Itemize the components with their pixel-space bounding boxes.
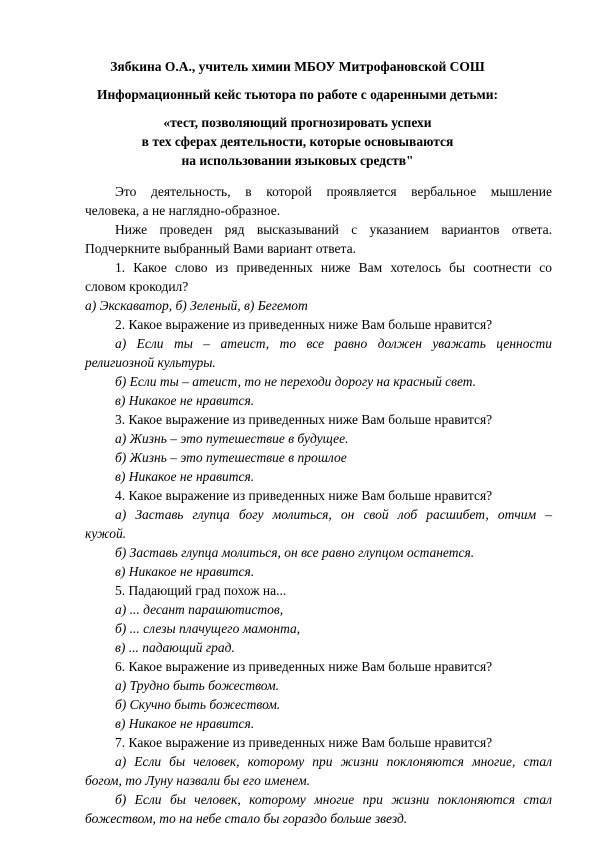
- question-6-option-c: в) Никакое не нравится.: [115, 716, 255, 731]
- question-5-option-a: а) ... десант парашютистов,: [115, 602, 284, 617]
- question-6-option-a: а) Трудно быть божеством.: [115, 678, 280, 693]
- question-3: 3. Какое выражение из приведенных ниже Вам больше нравится?: [115, 412, 493, 427]
- subtitle-line-3: на использовании языковых средств": [181, 153, 414, 168]
- intro-paragraph-2-line-2: Подчеркните выбранный Вами вариант ответа.: [85, 241, 356, 256]
- question-2-option-a-line-2: религиозной культуры.: [85, 355, 216, 370]
- question-7-option-a-line-2: богом, то Луну назвали бы его именем.: [85, 773, 310, 788]
- question-6-option-b: б) Скучно быть божеством.: [115, 697, 281, 712]
- subtitle-line-1: «тест, позволяющий прогнозировать успехи: [163, 115, 432, 130]
- question-3-option-a: а) Жизнь – это путешествие в будущее.: [115, 431, 349, 446]
- question-6: 6. Какое выражение из приведенных ниже Вам больше нравится?: [115, 659, 493, 674]
- subtitle-line-2: в тех сферах деятельности, которые основываются: [141, 134, 454, 149]
- question-4-option-c: в) Никакое не нравится.: [115, 564, 255, 579]
- question-2: 2. Какое выражение из приведенных ниже Вам больше нравится?: [115, 317, 493, 332]
- question-3-option-b: б) Жизнь – это путешествие в прошлое: [115, 450, 347, 465]
- question-4-option-a-line-2: кужой.: [85, 526, 127, 541]
- question-4-option-a-line-1: а) Заставь глупца богу молиться, он свой лоб расшибет, отчим –: [115, 507, 552, 522]
- question-3-option-c: в) Никакое не нравится.: [115, 469, 255, 484]
- question-2-option-c: в) Никакое не нравится.: [115, 393, 255, 408]
- question-5: 5. Падающий град похож на...: [115, 583, 287, 598]
- intro-paragraph-1-line-2: человека, а не наглядно-образное.: [85, 203, 281, 218]
- question-5-option-b: б) ... слезы плачущего мамонта,: [115, 621, 301, 636]
- question-2-option-b: б) Если ты – атеист, то не переходи дорогу на красный свет.: [115, 374, 477, 389]
- question-4: 4. Какое выражение из приведенных ниже Вам больше нравится?: [115, 488, 493, 503]
- question-5-option-c: в) ... падающий град.: [115, 640, 235, 655]
- question-2-option-a-line-1: а) Если ты – атеист, то все равно должен уважать ценности: [115, 336, 552, 351]
- question-7-option-b-line-1: б) Если бы человек, которому многие при жизни поклоняются стал: [115, 792, 552, 807]
- question-7-option-b-line-2: божеством, то на небе стало бы гораздо больше звезд.: [85, 811, 408, 826]
- question-7: 7. Какое выражение из приведенных ниже Вам больше нравится?: [115, 735, 493, 750]
- question-1-options: а) Экскаватор, б) Зеленый, в) Бегемот: [85, 298, 308, 313]
- intro-paragraph-1-line-1: Это деятельность, в которой проявляется вербальное мышление: [115, 184, 552, 199]
- case-title: Информационный кейс тьютора по работе с одаренными детьми:: [96, 87, 499, 102]
- question-1-line-1: 1. Какое слово из приведенных ниже Вам хотелось бы соотнести со: [115, 260, 552, 275]
- question-4-option-b: б) Заставь глупца молиться, он все равно глупцом останется.: [115, 545, 475, 560]
- intro-paragraph-2-line-1: Ниже проведен ряд высказываний с указанием вариантов ответа.: [115, 222, 552, 237]
- author-line: Зябкина О.А., учитель химии МБОУ Митрофановской СОШ: [110, 59, 485, 74]
- question-7-option-a-line-1: а) Если бы человек, которому при жизни поклоняются многие, стал: [115, 754, 552, 769]
- question-1-line-2: словом крокодил?: [85, 279, 189, 294]
